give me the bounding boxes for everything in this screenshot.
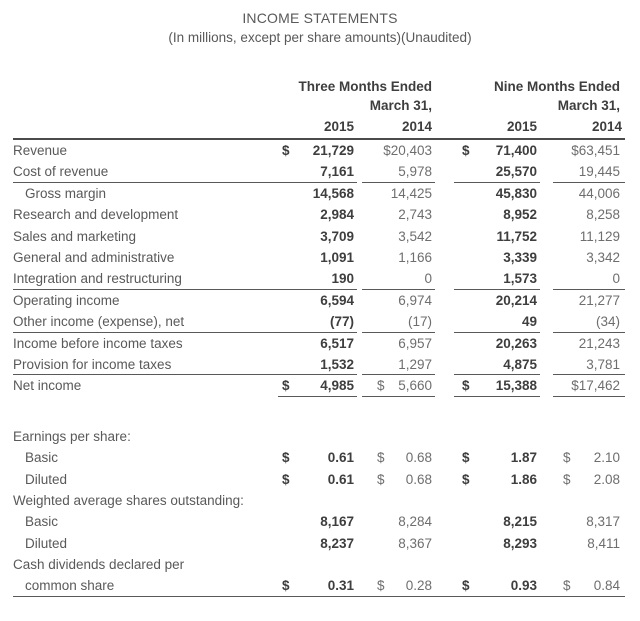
column-gap: [435, 226, 454, 247]
cell-value: 19,445: [578, 164, 620, 180]
table-row: [13, 290, 625, 311]
value-cell: [553, 204, 625, 225]
cell-value: 8,215: [503, 514, 537, 530]
table-row: [13, 533, 625, 554]
cell-value: 20,263: [495, 335, 537, 351]
column-gap: [435, 468, 454, 489]
value-cell: [278, 247, 357, 268]
cell-value: 1,166: [398, 250, 432, 266]
cell-value: 71,400: [495, 143, 537, 159]
table-row: [13, 375, 625, 396]
cell-value: 3,342: [586, 250, 620, 266]
cell-value: 45,830: [495, 185, 537, 201]
value-cell: [362, 204, 435, 225]
value-cell: [362, 354, 435, 375]
row-label: Provision for income taxes: [13, 354, 278, 375]
cell-value: 1,091: [320, 250, 354, 266]
value-cell: [362, 161, 435, 182]
cell-value: 14,568: [312, 185, 354, 201]
value-cell: [553, 290, 625, 311]
value-cell: [553, 447, 625, 468]
cell-value: 0.61: [327, 450, 354, 466]
cell-value: 4,985: [320, 377, 354, 393]
value-cell: [278, 290, 357, 311]
cell-value: 1,573: [503, 271, 537, 287]
cell-value: (17): [407, 313, 432, 329]
value-cell: [278, 575, 357, 595]
cell-value: (34): [595, 313, 620, 329]
dollar-sign: $: [462, 450, 470, 466]
value-cell: [362, 468, 435, 489]
cell-value: 0: [424, 271, 432, 287]
column-gap: [435, 354, 454, 375]
value-cell: [553, 226, 625, 247]
dollar-sign: $: [377, 578, 385, 594]
value-cell: [454, 354, 540, 375]
cell-value: 3,542: [398, 228, 432, 244]
value-cell: [362, 140, 435, 161]
cell-value: (77): [329, 313, 354, 329]
column-gap: [540, 204, 553, 225]
value-cell: [278, 354, 357, 375]
column-group-header-row: [13, 76, 625, 96]
row-label: Weighted average shares outstanding:: [13, 493, 244, 509]
cell-value: 2.08: [593, 471, 620, 487]
value-cell: [362, 533, 435, 554]
cell-value: 3,781: [586, 356, 620, 372]
cell-value: 6,517: [320, 335, 354, 351]
value-cell: [553, 140, 625, 161]
dollar-sign: $: [563, 450, 571, 466]
column-gap: [435, 183, 454, 204]
table-row: [13, 226, 625, 247]
column-gap: [540, 226, 553, 247]
table-row: [13, 447, 625, 468]
column-gap: [435, 268, 454, 289]
value-cell: [553, 183, 625, 204]
value-cell: [553, 268, 625, 289]
row-label: Revenue: [13, 143, 68, 159]
row-label: Income before income taxes: [13, 335, 183, 351]
value-cell: [553, 468, 625, 489]
cell-value: $17,462: [571, 377, 620, 393]
cell-value: 2,984: [320, 207, 354, 223]
column-gap: [540, 290, 553, 311]
dollar-sign: $: [282, 143, 290, 159]
cell-value: 11,129: [579, 228, 620, 244]
column-gap: [435, 490, 454, 511]
table-row: [13, 554, 625, 575]
column-gap: [540, 161, 553, 182]
table-row: [13, 333, 625, 354]
page-subtitle: (In millions, except per share amounts)(Unaudited): [168, 30, 472, 45]
value-cell: [454, 511, 540, 532]
column-gap: [435, 311, 454, 332]
table-row: [13, 575, 625, 596]
dollar-sign: $: [377, 377, 385, 393]
value-cell: [278, 490, 357, 511]
cell-value: $20,403: [383, 143, 432, 159]
value-cell: [362, 575, 435, 595]
cell-value: 14,425: [390, 185, 432, 201]
column-gap: [435, 204, 454, 225]
cell-value: 6,974: [398, 292, 432, 308]
column-gap: [540, 311, 553, 332]
dollar-sign: $: [563, 578, 571, 594]
cell-value: 1.86: [510, 471, 537, 487]
column-gap: [435, 333, 454, 354]
dollar-sign: $: [282, 471, 290, 487]
value-cell: [553, 575, 625, 595]
value-cell: [278, 204, 357, 225]
column-gap: [540, 115, 553, 138]
cell-value: 190: [331, 271, 354, 287]
value-cell: [553, 533, 625, 554]
cell-value: 0.68: [405, 450, 432, 466]
value-cell: [454, 554, 540, 575]
nine-months-date: March 31,: [557, 98, 620, 113]
table-body: [13, 140, 625, 597]
value-cell: [362, 511, 435, 532]
dollar-sign: $: [462, 471, 470, 487]
row-label: Net income: [13, 378, 82, 394]
value-cell: [454, 447, 540, 468]
table-row: [13, 161, 625, 182]
value-cell: [362, 183, 435, 204]
value-cell: [553, 490, 625, 511]
row-label: Sales and marketing: [13, 228, 137, 244]
table-row: [13, 354, 625, 375]
cell-value: 3,709: [320, 228, 354, 244]
value-cell: [278, 333, 357, 354]
value-cell: [362, 268, 435, 289]
column-gap: [435, 575, 454, 595]
value-cell: [278, 554, 357, 575]
cell-value: 2,743: [398, 207, 432, 223]
table-row: [13, 490, 625, 511]
row-label: Diluted: [25, 471, 68, 487]
column-gap: [435, 426, 454, 447]
dollar-sign: $: [282, 450, 290, 466]
value-cell: [553, 247, 625, 268]
cell-value: 5,978: [398, 164, 432, 180]
dollar-sign: $: [462, 578, 470, 594]
row-label: Earnings per share:: [13, 428, 131, 444]
cell-value: 0.61: [327, 471, 354, 487]
column-gap: [540, 511, 553, 532]
cell-value: 0.31: [327, 578, 354, 594]
row-label: Research and development: [13, 207, 179, 223]
cell-value: 8,258: [586, 207, 620, 223]
column-gap: [435, 140, 454, 161]
value-cell: [553, 375, 625, 396]
spacer-row: [13, 397, 625, 426]
row-label: Other income (expense), net: [13, 311, 278, 332]
cell-value: 1,297: [398, 356, 432, 372]
header-spacer: [13, 96, 278, 115]
value-cell: [362, 554, 435, 575]
value-cell: [454, 333, 540, 354]
value-cell: [454, 468, 540, 489]
cell-value: 8,411: [587, 535, 620, 551]
column-gap: [540, 140, 553, 161]
header-spacer: [13, 115, 278, 138]
column-gap: [435, 76, 454, 96]
column-gap: [540, 354, 553, 375]
value-cell: [454, 226, 540, 247]
cell-value: $63,451: [571, 143, 620, 159]
cell-value: 8,284: [398, 514, 432, 530]
row-label: Basic: [25, 514, 59, 530]
year-three-months-2015: 2015: [323, 119, 354, 134]
table-row: [13, 140, 625, 161]
column-gap: [540, 183, 553, 204]
column-gap: [540, 468, 553, 489]
column-gap: [435, 447, 454, 468]
column-gap: [435, 511, 454, 532]
cell-value: 44,006: [578, 185, 620, 201]
column-gap: [540, 575, 553, 595]
value-cell: [454, 204, 540, 225]
nine-months-ended-header: Nine Months Ended: [494, 78, 620, 94]
value-cell: [362, 247, 435, 268]
value-cell: [278, 426, 357, 447]
cell-value: 6,594: [320, 292, 354, 308]
column-gap: [435, 533, 454, 554]
cell-value: 0.93: [510, 578, 537, 594]
cell-value: 49: [521, 313, 537, 329]
dollar-sign: $: [377, 450, 385, 466]
cell-value: 8,293: [503, 535, 537, 551]
value-cell: [454, 140, 540, 161]
column-gap: [435, 554, 454, 575]
table-row: [13, 426, 625, 447]
row-label: Operating income: [13, 292, 120, 308]
header-spacer: [13, 76, 278, 96]
value-cell: [454, 575, 540, 595]
value-cell: [454, 247, 540, 268]
column-gap: [540, 268, 553, 289]
value-cell: [553, 161, 625, 182]
column-gap: [435, 96, 454, 115]
row-label: Diluted: [25, 535, 68, 551]
table-row: [13, 247, 625, 268]
table-row: [13, 204, 625, 225]
cell-value: 0.28: [405, 578, 432, 594]
cell-value: 8,952: [503, 207, 537, 223]
value-cell: [362, 375, 435, 396]
dollar-sign: $: [282, 578, 290, 594]
value-cell: [362, 447, 435, 468]
value-cell: [553, 554, 625, 575]
column-gap: [540, 333, 553, 354]
value-cell: [553, 333, 625, 354]
dollar-sign: $: [563, 471, 571, 487]
value-cell: [553, 311, 625, 332]
value-cell: [362, 311, 435, 332]
cell-value: 8,317: [586, 514, 620, 530]
cell-value: 25,570: [495, 164, 537, 180]
row-label: Integration and restructuring: [13, 268, 278, 289]
value-cell: [454, 311, 540, 332]
value-cell: [362, 490, 435, 511]
value-cell: [278, 511, 357, 532]
cell-value: 1,532: [320, 356, 354, 372]
year-header-row: [13, 115, 625, 140]
column-gap: [540, 490, 553, 511]
dollar-sign: $: [462, 143, 470, 159]
three-months-date: March 31,: [369, 98, 432, 113]
column-gap: [540, 426, 553, 447]
value-cell: [454, 161, 540, 182]
dollar-sign: $: [282, 377, 290, 393]
value-cell: [278, 268, 357, 289]
column-gap: [435, 375, 454, 396]
three-months-ended-header: Three Months Ended: [298, 78, 432, 94]
cell-value: 2.10: [593, 450, 620, 466]
row-label: Gross margin: [25, 185, 107, 201]
cell-value: 0.84: [593, 578, 620, 594]
cell-value: 0: [612, 271, 620, 287]
table-row: [13, 268, 625, 289]
cell-value: 0.68: [405, 471, 432, 487]
value-cell: [362, 333, 435, 354]
value-cell: [454, 268, 540, 289]
dollar-sign: $: [462, 377, 470, 393]
value-cell: [278, 226, 357, 247]
value-cell: [278, 468, 357, 489]
cell-value: 8,167: [320, 514, 354, 530]
column-gap: [540, 554, 553, 575]
column-gap: [435, 290, 454, 311]
value-cell: [454, 426, 540, 447]
value-cell: [454, 533, 540, 554]
column-gap: [435, 115, 454, 138]
value-cell: [362, 290, 435, 311]
value-cell: [553, 511, 625, 532]
dollar-sign: $: [377, 471, 385, 487]
value-cell: [278, 140, 357, 161]
value-cell: [454, 490, 540, 511]
value-cell: [454, 375, 540, 396]
cell-value: 5,660: [398, 377, 432, 393]
row-label: Cash dividends declared per: [13, 557, 185, 573]
value-cell: [362, 426, 435, 447]
cell-value: 21,277: [578, 292, 620, 308]
value-cell: [278, 183, 357, 204]
cell-value: 11,752: [496, 228, 537, 244]
value-cell: [553, 426, 625, 447]
cell-value: 6,957: [398, 335, 432, 351]
value-cell: [454, 183, 540, 204]
value-cell: [454, 290, 540, 311]
year-three-months-2014: 2014: [401, 119, 432, 134]
table-row: [13, 183, 625, 204]
page-title: INCOME STATEMENTS: [242, 10, 398, 26]
cell-value: 7,161: [320, 164, 354, 180]
cell-value: 21,729: [312, 143, 354, 159]
cell-value: 8,237: [320, 535, 354, 551]
cell-value: 15,388: [495, 377, 537, 393]
cell-value: 3,339: [503, 250, 537, 266]
column-gap: [540, 447, 553, 468]
income-statement-table: [13, 76, 625, 597]
value-cell: [362, 226, 435, 247]
value-cell: [278, 311, 357, 332]
cell-value: 20,214: [495, 292, 537, 308]
column-gap: [435, 247, 454, 268]
row-label: General and administrative: [13, 250, 175, 266]
column-gap: [540, 533, 553, 554]
value-cell: [278, 161, 357, 182]
column-gap: [435, 161, 454, 182]
row-label: Basic: [25, 450, 59, 466]
value-cell: [278, 375, 357, 396]
value-cell: [278, 447, 357, 468]
row-label: common share: [25, 578, 115, 594]
cell-value: 4,875: [503, 356, 537, 372]
table-row: [13, 468, 625, 489]
row-label: Cost of revenue: [13, 161, 278, 182]
cell-value: 8,367: [398, 535, 432, 551]
column-gap: [540, 247, 553, 268]
year-nine-months-2015: 2015: [506, 119, 537, 134]
table-row: [13, 311, 625, 332]
column-gap: [540, 375, 553, 396]
year-nine-months-2014: 2014: [591, 119, 622, 134]
cell-value: 21,243: [578, 335, 620, 351]
header-date-row: [13, 96, 625, 115]
table-row: [13, 511, 625, 532]
value-cell: [278, 533, 357, 554]
value-cell: [553, 354, 625, 375]
cell-value: 1.87: [510, 450, 537, 466]
